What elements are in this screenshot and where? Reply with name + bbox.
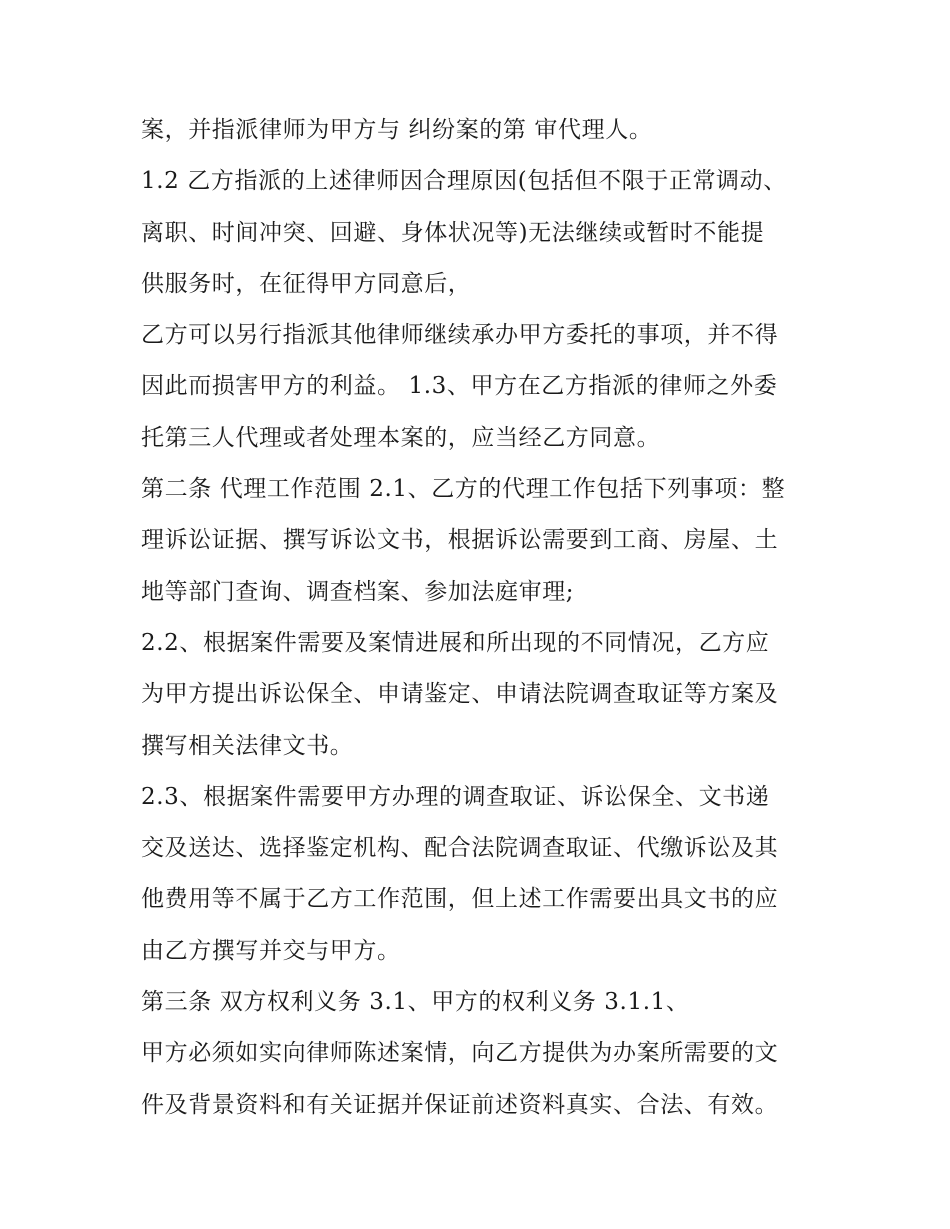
text-line-19: 甲方必须如实向律师陈述案情，向乙方提供为办案所需要的文	[141, 1040, 779, 1067]
text-line-15: 交及送达、选择鉴定机构、配合法院调查取证、代缴诉讼及其	[141, 835, 779, 862]
text-line-4: 供服务时，在征得甲方同意后，	[141, 270, 472, 297]
contract-body-text	[141, 105, 821, 1131]
text-line-7: 托第三人代理或者处理本案的，应当经乙方同意。	[141, 424, 661, 451]
text-line-14: 2.3、根据案件需要甲方办理的调查取证、诉讼保全、文书递	[141, 783, 770, 810]
text-line-10: 地等部门查询、调查档案、参加法庭审理;	[141, 578, 575, 605]
text-line-12: 为甲方提出诉讼保全、申请鉴定、申请法院调查取证等方案及	[141, 681, 779, 708]
text-line-13: 撰写相关法律文书。	[141, 732, 354, 759]
text-line-9: 理诉讼证据、撰写诉讼文书，根据诉讼需要到工商、房屋、土	[141, 527, 779, 554]
text-line-8: 第二条 代理工作范围 2.1、乙方的代理工作包括下列事项：整	[141, 476, 786, 503]
text-line-3: 离职、时间冲突、回避、身体状况等)无法继续或暂时不能提	[141, 219, 765, 246]
text-line-20: 件及背景资料和有关证据并保证前述资料真实、合法、有效。	[141, 1091, 779, 1118]
text-line-16: 他费用等不属于乙方工作范围，但上述工作需要出具文书的应	[141, 886, 779, 913]
text-line-18: 第三条 双方权利义务 3.1、甲方的权利义务 3.1.1、	[141, 989, 690, 1016]
text-line-6: 因此而损害甲方的利益。 1.3、甲方在乙方指派的律师之外委	[141, 373, 778, 400]
text-line-17: 由乙方撰写并交与甲方。	[141, 937, 401, 964]
text-line-2: 1.2 乙方指派的上述律师因合理原因(包括但不限于正常调动、	[141, 168, 787, 195]
text-line-1: 案，并指派律师为甲方与 纠纷案的第 审代理人。	[141, 117, 653, 143]
text-line-5: 乙方可以另行指派其他律师继续承办甲方委托的事项，并不得	[141, 322, 779, 349]
text-line-11: 2.2、根据案件需要及案情进展和所出现的不同情况，乙方应	[141, 629, 770, 656]
